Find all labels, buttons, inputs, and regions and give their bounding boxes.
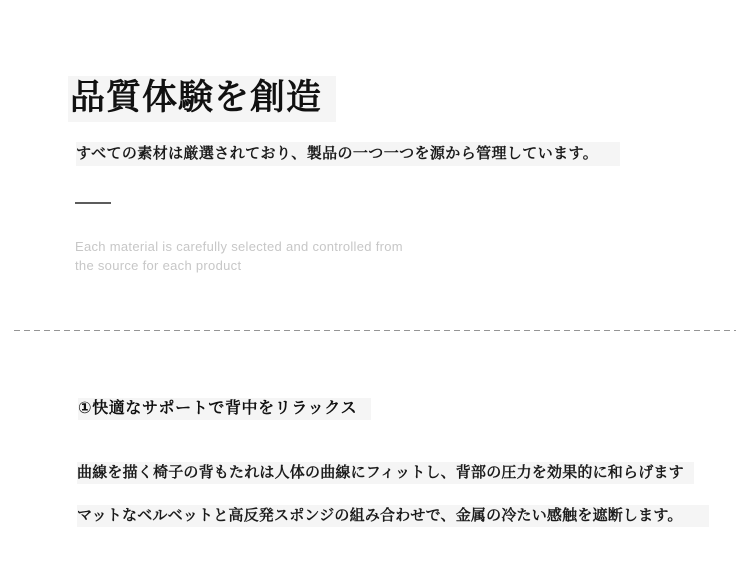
dashed-divider [14, 330, 736, 331]
english-caption [75, 237, 403, 275]
feature-heading: ①快適なサポートで背中をリラックス [78, 398, 371, 420]
hero-subtitle: すべての素材は厳選されており、製品の一つ一つを源から管理しています。 [76, 142, 620, 166]
english-caption-line-1: Each material is carefully selected and controlled from [75, 239, 403, 254]
accent-rule [75, 202, 111, 204]
english-caption-line-2: the source for each product [75, 258, 242, 273]
feature-body-line-2: マットなベルベットと高反発スポンジの組み合わせで、金属の冷たい感触を遮断します。 [77, 505, 709, 527]
hero-title: 品質体験を創造 [68, 76, 336, 122]
feature-body-line-1: 曲線を描く椅子の背もたれは人体の曲線にフィットし、背部の圧力を効果的に和らげます [77, 462, 694, 484]
